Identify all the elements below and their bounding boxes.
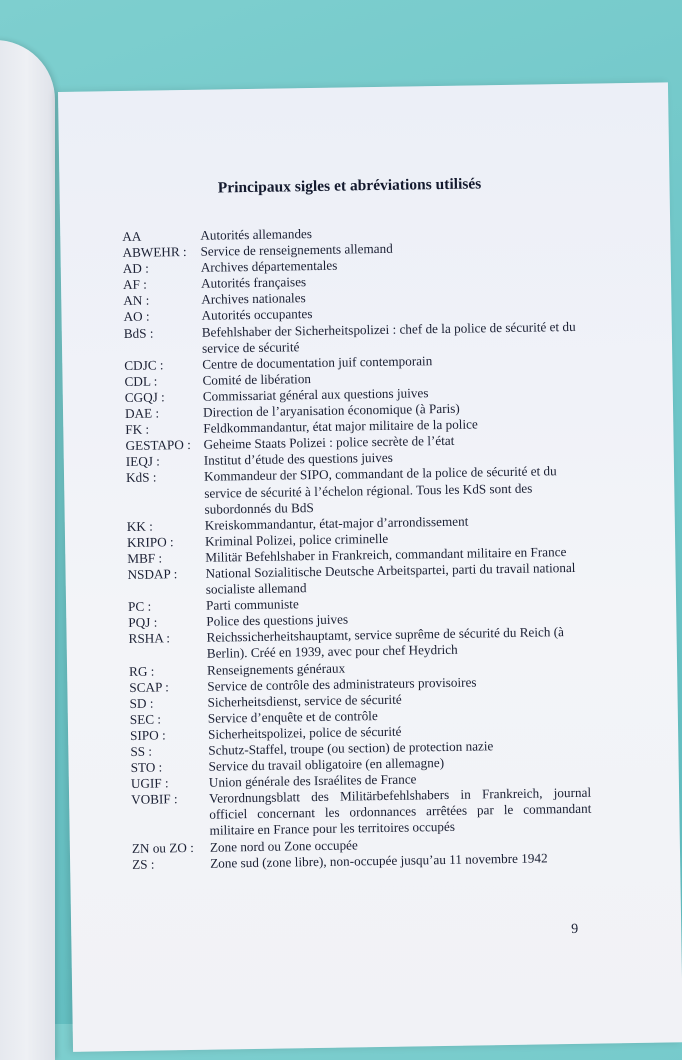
abbreviation-term: AA bbox=[122, 228, 142, 245]
abbreviation-definition: Service de contrôle des administrateurs provisoires bbox=[207, 674, 477, 694]
abbreviation-definition: Archives nationales bbox=[201, 290, 306, 308]
abbreviation-term: IEQJ : bbox=[125, 453, 161, 470]
abbreviation-definition: Schutz-Staffel, troupe (ou section) de protection nazie bbox=[208, 738, 494, 758]
abbreviation-term: SEC : bbox=[129, 711, 162, 727]
abbreviation-definition: Zone nord ou Zone occupée bbox=[209, 836, 358, 855]
abbreviation-term: VOBIF : bbox=[131, 791, 178, 808]
abbreviation-definition: Befehlshaber der Sicherheitspolizei : chef de la police de sécurité et du service de sécurité bbox=[201, 318, 576, 356]
abbreviation-definition: Sicherheitspolizei, police de sécurité bbox=[207, 723, 402, 742]
abbreviation-term: SS : bbox=[130, 743, 153, 759]
abbreviation-definition: Centre de documentation juif contemporain bbox=[202, 352, 433, 372]
abbreviation-term: NSDAP : bbox=[127, 566, 178, 582]
abbreviation-term: SIPO : bbox=[129, 727, 166, 743]
abbreviation-definition: Service de renseignements allemand bbox=[200, 240, 393, 259]
abbreviation-definition: Service d’enquête et de contrôle bbox=[207, 707, 378, 726]
abbreviation-definition: Direction de l’aryanisation économique (à Paris) bbox=[202, 400, 460, 420]
abbreviation-definition: Police des questions juives bbox=[206, 611, 349, 629]
abbreviation-definition: Sicherheitsdienst, service de sécurité bbox=[207, 691, 402, 710]
abbreviation-term: KRIPO : bbox=[126, 534, 174, 550]
left-page-edge bbox=[0, 40, 55, 1060]
abbreviation-term: KdS : bbox=[125, 469, 157, 486]
abbreviation-term: SCAP : bbox=[129, 678, 169, 695]
abbreviation-term: ABWEHR : bbox=[122, 244, 187, 261]
abbreviation-definition: National Sozialitische Deutsche Arbeitspartei, parti du travail national socialiste allemand bbox=[205, 559, 576, 597]
abbreviation-definition: Institut d’étude des questions juives bbox=[203, 450, 393, 469]
abbreviation-definition: Autorités allemandes bbox=[200, 226, 313, 243]
abbreviation-term: AD : bbox=[122, 260, 149, 277]
abbreviation-term: RG : bbox=[128, 663, 155, 679]
abbreviation-definition: Autorités françaises bbox=[200, 274, 307, 292]
abbreviation-term: SD : bbox=[129, 695, 154, 711]
abbreviation-term: AO : bbox=[123, 309, 150, 325]
abbreviation-definition: Renseignements généraux bbox=[206, 660, 346, 678]
abbreviation-entry bbox=[131, 785, 592, 841]
page-title: Principaux sigles et abréviations utilisés bbox=[217, 175, 482, 197]
abbreviation-term: AF : bbox=[122, 276, 147, 293]
abbreviation-definition: Zone sud (zone libre), non-occupée jusqu’au 11 novembre 1942 bbox=[210, 850, 548, 871]
abbreviation-definition: Service du travail obligatoire (en allemagne) bbox=[208, 755, 445, 774]
abbreviation-definition: Geheime Staats Polizei : police secrète de l’état bbox=[203, 433, 455, 452]
abbreviation-definition: Commissariat général aux questions juives bbox=[202, 385, 429, 404]
abbreviation-definition: Comité de libération bbox=[202, 370, 312, 388]
abbreviation-term: FK : bbox=[125, 421, 150, 438]
abbreviation-term: CDJC : bbox=[124, 357, 164, 373]
abbreviation-term: AN : bbox=[123, 292, 150, 309]
abbreviation-term: DAE : bbox=[124, 405, 160, 422]
abbreviation-term: KK : bbox=[126, 518, 153, 534]
abbreviation-entry bbox=[126, 463, 587, 519]
abbreviation-definition: Reichssicherheitshauptamt, service suprême de sécurité du Reich (à Berlin). Créé en 1939, avec pour chef Heydrich bbox=[206, 624, 565, 662]
book-page bbox=[58, 82, 682, 1051]
abbreviation-definition: Kreiskommandantur, état-major d’arrondissement bbox=[204, 513, 469, 533]
abbreviation-term: STO : bbox=[130, 759, 163, 776]
abbreviation-term: PC : bbox=[127, 598, 152, 615]
abbreviation-definition: Verordnungsblatt des Militärbefehlshabers in Frankreich, journal officiel concernant les ordonnances arrêtées par le commandant militaire en France pour les territoires occupés bbox=[208, 784, 592, 839]
abbreviation-definition: Kriminal Polizei, police criminelle bbox=[204, 530, 389, 549]
abbreviation-term: UGIF : bbox=[130, 775, 169, 792]
abbreviation-definition: Autorités occupantes bbox=[201, 306, 313, 324]
abbreviation-definition: Archives départementales bbox=[200, 257, 338, 275]
page-number: 9 bbox=[571, 921, 579, 938]
abbreviation-term: GESTAPO : bbox=[125, 437, 191, 454]
abbreviation-term: BdS : bbox=[123, 325, 154, 341]
abbreviation-list bbox=[122, 222, 592, 873]
abbreviation-definition: Union générale des Israélites de France bbox=[208, 771, 417, 790]
abbreviation-term: CGQJ : bbox=[124, 389, 165, 405]
abbreviation-term: MBF : bbox=[127, 550, 163, 566]
abbreviation-definition: Feldkommandantur, état major militaire de la police bbox=[203, 416, 478, 436]
abbreviation-definition: Militär Befehlshaber in Frankreich, commandant militaire en France bbox=[205, 543, 567, 565]
abbreviation-term: CDL : bbox=[124, 373, 158, 389]
abbreviation-term: ZN ou ZO : bbox=[131, 839, 194, 856]
abbreviation-term: RSHA : bbox=[128, 630, 171, 647]
abbreviation-term: ZS : bbox=[132, 856, 155, 872]
abbreviation-definition: Parti communiste bbox=[205, 596, 299, 613]
abbreviation-definition: Kommandeur der SIPO, commandant de la police de sécurité et du service de sécurité à l’échelon régional. Tous les KdS sont des subordonnés du BdS bbox=[203, 463, 557, 517]
abbreviation-term: PQJ : bbox=[128, 614, 158, 631]
